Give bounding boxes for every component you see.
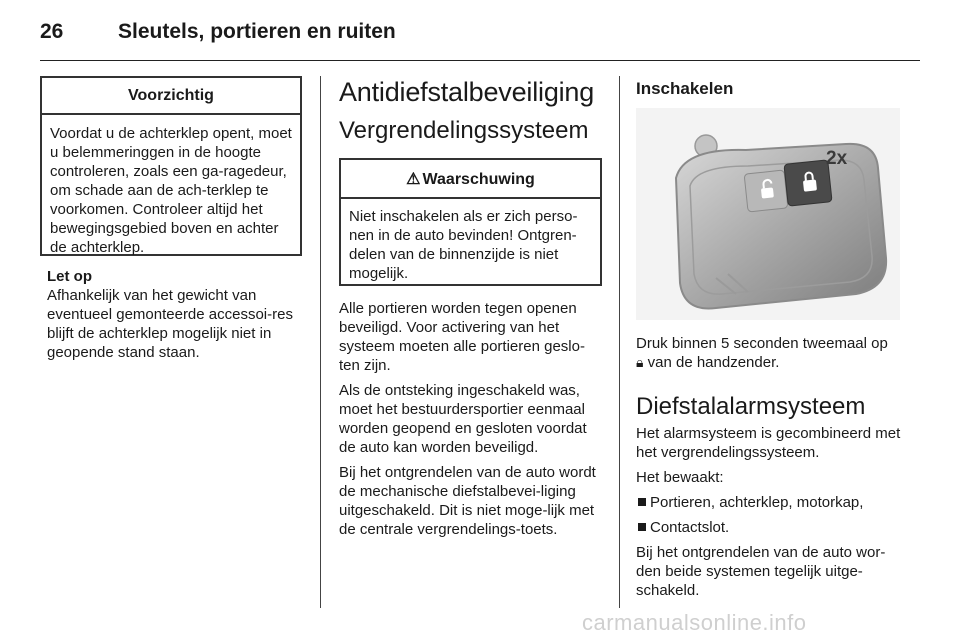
enable-caption [636,334,906,372]
caution-text: Voordat u de achterklep opent, moet u belemmeringgen in de hoogte controleren, zoals een ga-ragedeur, om schade aan de ach-terklep te voorkomen. Controleer altijd het bewegingsgebied boven en achter de achterklep. [50,125,292,256]
alarm-intro: Het alarmsysteem is gecombineerd met het vergrendelingssysteem. [636,425,901,461]
remote-key-illustration [636,108,900,320]
warning-text: Niet inschakelen als er zich perso-nen in de auto bevinden! Ontgren-delen van de binnenzijde is niet mogelijk. [349,208,578,282]
enable-caption-text: Druk binnen 5 seconden tweemaal op [636,335,888,352]
watermark: carmanualsonline.info [582,610,807,635]
note-block [40,267,302,362]
column-divider-right [619,76,620,608]
list-item-text: Portieren, achterklep, motorkap, [650,494,864,511]
note-title: Let op [47,268,92,285]
lock-icon: 🔒︎ [636,354,644,370]
section-title: Antidiefstalbeveiliging [339,77,595,107]
bullet-square [638,498,646,506]
warning-box [339,158,602,286]
column-right [636,76,906,606]
list-item-text: Contactslot. [650,519,730,536]
page-header [40,20,920,60]
column-divider-left [320,76,321,608]
locking-paragraph: Bij het ontgrendelen van de auto wordt de mechanische diefstalbevei-liging uitgeschakeld. Dit is niet moge-lijk met de centrale vergrendelings-toets. [339,464,596,538]
locking-text [339,299,602,539]
list-item [636,493,906,512]
enable-caption-suffix: van de handzender. [647,354,780,371]
press-twice-label: 2x [826,148,848,169]
note-text: Afhankelijk van het gewicht van eventueel gemonteerde accessoi-res blijft de achterklep mogelijk niet in geopende stand staan. [47,287,293,361]
header-rule [40,60,920,61]
list-item [636,518,906,537]
enable-title: Inschakelen [636,79,734,98]
page-number: 26 [40,20,64,43]
chapter-title: Sleutels, portieren en ruiten [118,20,396,43]
alarm-monitored-list [636,493,906,537]
locking-paragraph: Als de ontsteking ingeschakeld was, moet het bestuurdersportier eenmaal worden geopend en gesloten voordat de auto kan worden beveiligd. [339,382,587,456]
locking-paragraph: Alle portieren worden tegen openen beveiligd. Voor activering van het systeem moeten alle portieren geslo-ten zijn. [339,300,585,374]
key-fob-body [676,144,886,309]
warning-header [341,160,600,199]
column-left [40,76,302,368]
section-subtitle: Vergrendelingssysteem [339,117,589,144]
alarm-monitors-label: Het bewaakt: [636,469,724,486]
bullet-square [638,523,646,531]
column-middle [339,76,602,545]
caution-box [40,76,302,256]
caution-title: Voorzichtig [42,78,300,115]
alarm-title: Diefstalalarmsysteem [636,393,866,420]
remote-key-figure [636,108,900,320]
warning-title: Waarschuwing [422,171,535,188]
alarm-closing: Bij het ontgrendelen van de auto wor-den beide systemen tegelijk uitge-schakeld. [636,544,886,599]
warning-triangle-icon: ⚠ [406,171,421,188]
